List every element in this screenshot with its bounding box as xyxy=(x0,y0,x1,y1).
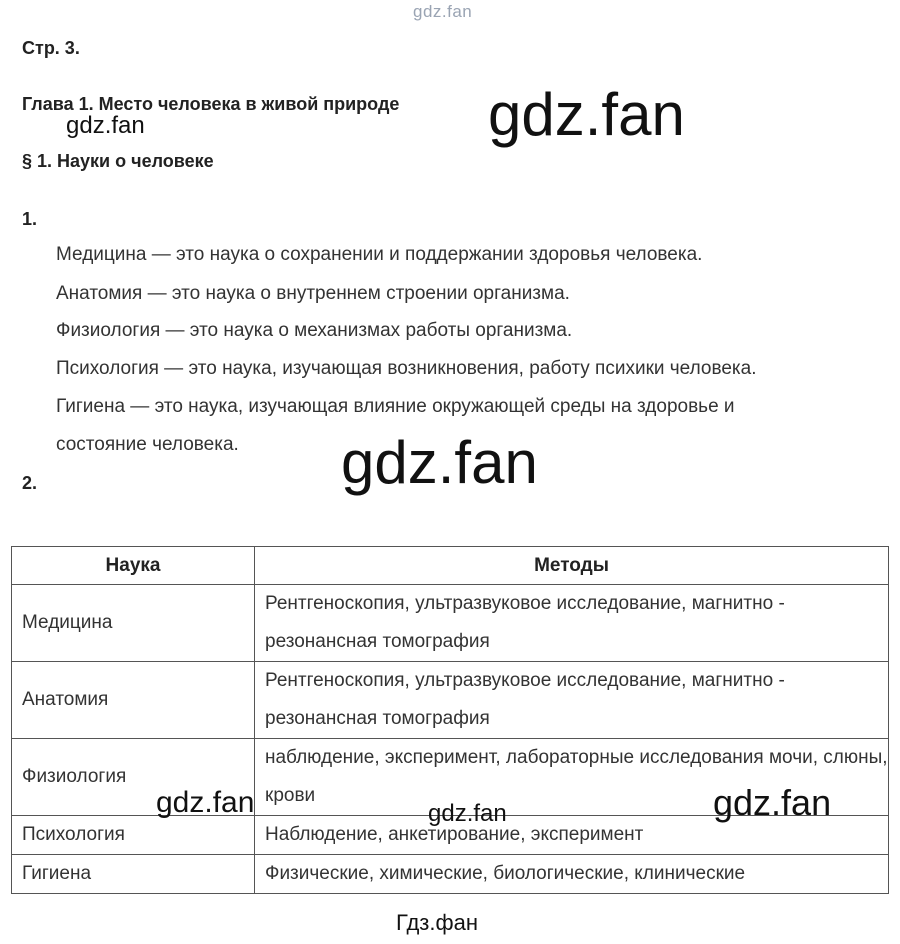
watermark-medium: gdz.fan xyxy=(156,786,255,819)
science-cell: Психология xyxy=(12,816,255,855)
science-cell: Медицина xyxy=(12,585,255,662)
watermark-small: gdz.fan xyxy=(428,800,507,827)
science-cell: Физиология xyxy=(12,739,255,816)
watermark-large: gdz.fan xyxy=(488,81,685,148)
watermark-medium: gdz.fan xyxy=(713,782,832,823)
column-header-science: Наука xyxy=(12,547,255,585)
science-cell: Анатомия xyxy=(12,662,255,739)
section-title: § 1. Науки о человеке xyxy=(22,151,214,171)
definition-line: Физиология — это наука о механизмах работы организма. xyxy=(56,320,573,341)
table-header-row xyxy=(12,547,889,585)
footer-watermark: Гдз.фан xyxy=(396,910,478,935)
page-reference: Стр. 3. xyxy=(22,38,80,58)
definition-line: Гигиена — это наука, изучающая влияние окружающей среды на здоровье и xyxy=(56,396,735,417)
column-header-methods: Методы xyxy=(255,547,889,585)
table-row xyxy=(12,585,889,662)
definition-line: Медицина — это наука о сохранении и поддержании здоровья человека. xyxy=(56,244,703,265)
question-1-number: 1. xyxy=(22,209,38,229)
methods-cell: Физические, химические, биологические, клинические xyxy=(255,855,889,894)
definition-line: Анатомия — это наука о внутреннем строении организма. xyxy=(56,283,570,304)
methods-cell: Рентгеноскопия, ультразвуковое исследование, магнитно - резонансная томография xyxy=(255,585,889,662)
table-row xyxy=(12,662,889,739)
science-methods-table xyxy=(11,546,889,894)
definition-line: состояние человека. xyxy=(56,434,239,455)
table-row xyxy=(12,855,889,894)
science-cell: Гигиена xyxy=(12,855,255,894)
definition-line: Психология — это наука, изучающая возникновения, работу психики человека. xyxy=(56,358,757,379)
watermark-top: gdz.fan xyxy=(413,2,473,21)
question-2-number: 2. xyxy=(22,473,38,493)
watermark-small: gdz.fan xyxy=(66,112,145,139)
methods-cell: Рентгеноскопия, ультразвуковое исследование, магнитно - резонансная томография xyxy=(255,662,889,739)
methods-cell: наблюдение, эксперимент, лабораторные исследования мочи, слюны, крови xyxy=(255,739,889,816)
watermark-large: gdz.fan xyxy=(341,429,538,496)
methods-cell: Наблюдение, анкетирование, эксперимент xyxy=(255,816,889,855)
chapter-title: Глава 1. Место человека в живой природе xyxy=(22,94,400,114)
